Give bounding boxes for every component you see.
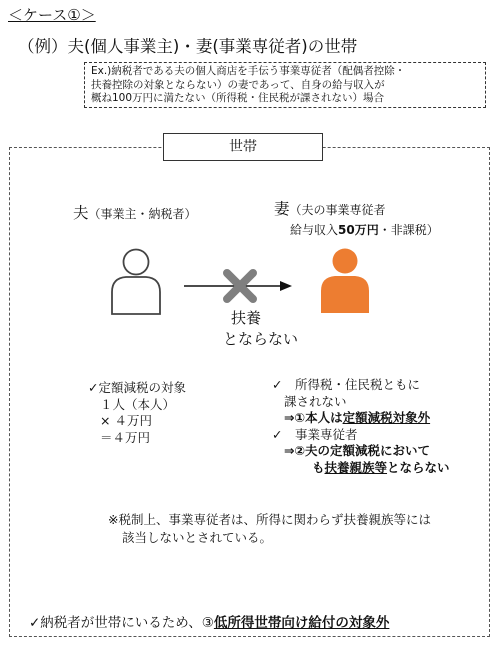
tax-note-line: ※税制上、事業専従者は、所得に関わらず扶養親族等には bbox=[108, 512, 431, 527]
person-filled-icon bbox=[316, 245, 374, 317]
left-block-line: ＝４万円 bbox=[100, 429, 151, 445]
result-one-bold: 本人は bbox=[305, 410, 343, 425]
wife-tax-block bbox=[272, 377, 450, 476]
left-block-line: １人（本人） bbox=[100, 396, 176, 412]
result-two-line1: ⇒②夫の定額減税において bbox=[284, 443, 431, 458]
benefit-conclusion-bold: 低所得世帯向け給付の対象外 bbox=[213, 615, 390, 631]
arrow-label bbox=[223, 308, 298, 350]
husband-role: （事業主・納税者） bbox=[88, 207, 197, 221]
tax-note bbox=[108, 511, 431, 547]
left-block-line: ✓定額減税の対象 bbox=[88, 380, 186, 395]
right-block-line: ✓ 所得税・住民税ともに bbox=[272, 377, 420, 392]
wife-label bbox=[274, 197, 386, 219]
husband-label bbox=[73, 201, 197, 223]
result-two-suffix: とならない bbox=[387, 459, 450, 475]
wife-income-suffix: ・非課税） bbox=[378, 223, 439, 237]
wife-income-amount: 50万円 bbox=[338, 223, 379, 237]
left-block-line: × ４万円 bbox=[100, 413, 152, 428]
tax-note-line: 該当しないとされている。 bbox=[122, 530, 273, 545]
page-title: （例）夫(個人事業主)・妻(事業専従者)の世帯 bbox=[18, 37, 358, 56]
result-two-underlined: 扶養親族等 bbox=[324, 459, 388, 475]
household-label: 世帯 bbox=[163, 133, 323, 161]
result-one bbox=[272, 410, 450, 427]
case-title: ＜ケース①＞ bbox=[8, 6, 96, 24]
result-two-line2 bbox=[272, 460, 450, 477]
result-two-prefix: も bbox=[312, 459, 325, 475]
wife-income bbox=[290, 221, 439, 238]
example-note-line: 扶養控除の対象とならない）の妻であって、自身の給与収入が bbox=[91, 78, 385, 91]
result-one-underlined: 定額減税対象外 bbox=[342, 410, 431, 425]
example-note-line: Ex.)納税者である夫の個人商店を手伝う事業専従者（配偶者控除・ bbox=[91, 65, 406, 77]
wife-role: （夫の事業専従者 bbox=[289, 203, 386, 217]
example-note-line: 概ね100万円に満たない（所得税・住民税が課されない）場合 bbox=[91, 92, 385, 104]
benefit-conclusion bbox=[29, 611, 389, 631]
arrow-label-line2: とならない bbox=[223, 330, 299, 348]
right-block-line: ✓ 事業専従者 bbox=[272, 426, 358, 442]
result-one-arrow: ⇒① bbox=[284, 410, 306, 425]
benefit-conclusion-prefix: ✓納税者が世帯にいるため、③ bbox=[29, 615, 214, 631]
wife-income-prefix: 給与収入 bbox=[290, 223, 339, 237]
cross-icon bbox=[222, 268, 258, 304]
right-block-line: 課されない bbox=[284, 393, 347, 409]
wife-name: 妻 bbox=[274, 200, 290, 218]
arrow-label-line1: 扶養 bbox=[231, 309, 262, 327]
example-note-box bbox=[84, 62, 486, 108]
husband-tax-block bbox=[88, 380, 186, 446]
person-outline-icon bbox=[107, 246, 165, 318]
husband-name: 夫 bbox=[73, 204, 89, 222]
